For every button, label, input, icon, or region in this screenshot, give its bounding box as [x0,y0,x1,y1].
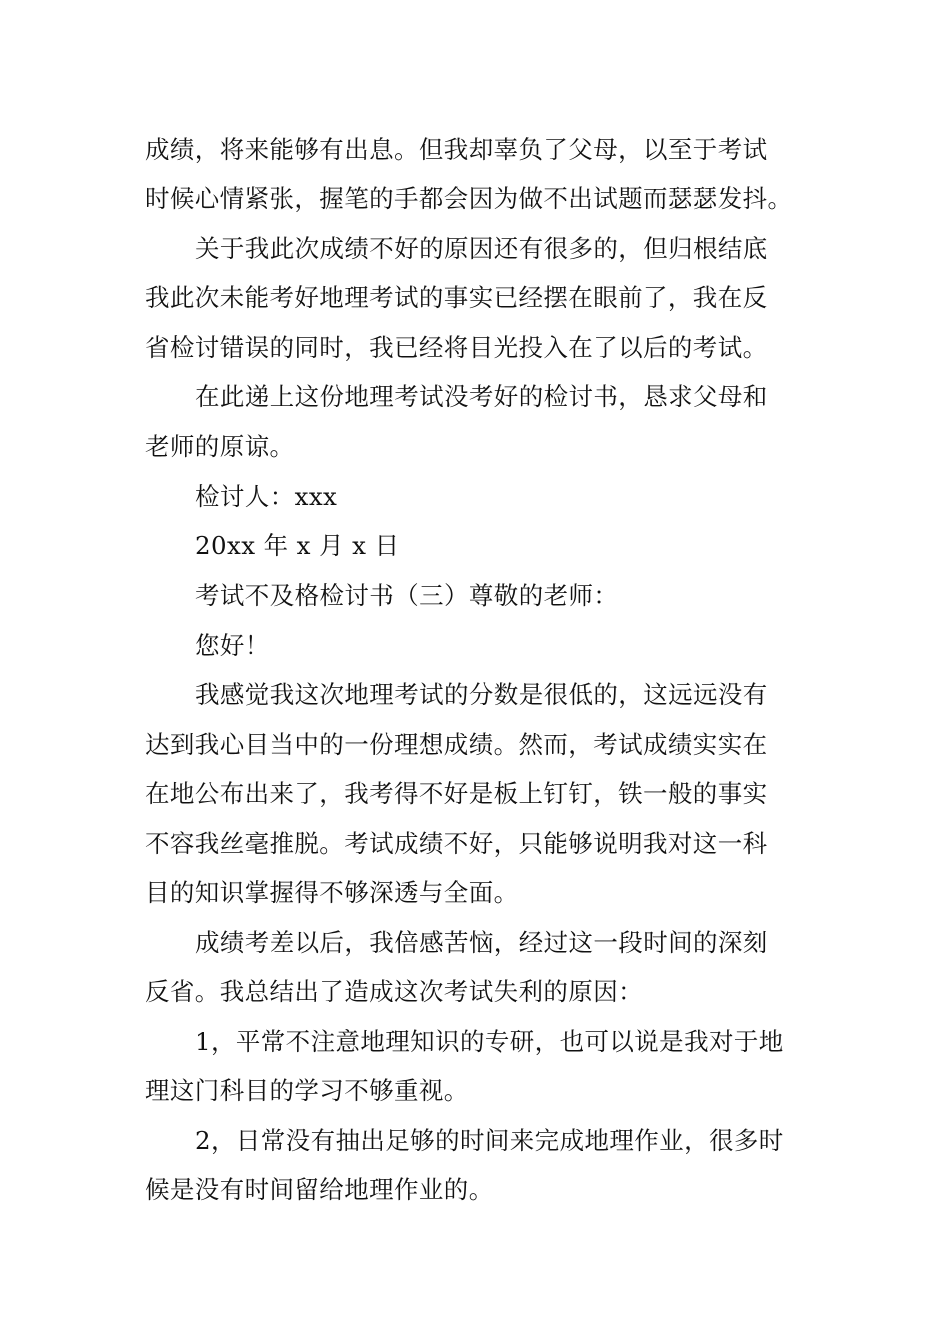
text-line: 时候心情紧张，握笔的手都会因为做不出试题而瑟瑟发抖。 [145,184,793,213]
signature-line: 检讨人：xxx [195,482,338,511]
text-line: 目的知识掌握得不够深透与全面。 [145,878,519,907]
text-line: 老师的原谅。 [145,432,295,461]
paragraph-first-line: 成绩考差以后，我倍感苦恼，经过这一段时间的深刻 [195,928,768,957]
text-line: 我此次未能考好地理考试的事实已经摆在眼前了，我在反 [145,283,768,312]
list-item-line: 1，平常不注意地理知识的专研，也可以说是我对于地 [195,1027,784,1056]
text-line: 成绩，将来能够有出息。但我却辜负了父母，以至于考试 [145,135,768,164]
text-line: 不容我丝毫推脱。考试成绩不好，只能够说明我对这一科 [145,829,768,858]
section-heading: 考试不及格检讨书（三）尊敬的老师： [195,581,619,610]
list-item-line: 2，日常没有抽出足够的时间来完成地理作业，很多时 [195,1126,784,1155]
paragraph-first-line: 关于我此次成绩不好的原因还有很多的，但归根结底 [195,234,768,263]
date-line: 20xx 年 x 月 x 日 [195,531,400,560]
text-line: 省检讨错误的同时，我已经将目光投入在了以后的考试。 [145,333,768,362]
paragraph-first-line: 我感觉我这次地理考试的分数是很低的，这远远没有 [195,680,768,709]
text-line: 反省。我总结出了造成这次考试失利的原因： [145,977,643,1006]
text-line: 在地公布出来了，我考得不好是板上钉钉，铁一般的事实 [145,779,768,808]
text-line: 候是没有时间留给地理作业的。 [145,1175,494,1204]
paragraph-first-line: 在此递上这份地理考试没考好的检讨书，恳求父母和 [195,382,768,411]
greeting-line: 您好！ [195,631,270,660]
text-line: 达到我心目当中的一份理想成绩。然而，考试成绩实实在 [145,730,768,759]
text-line: 理这门科目的学习不够重视。 [145,1076,469,1105]
